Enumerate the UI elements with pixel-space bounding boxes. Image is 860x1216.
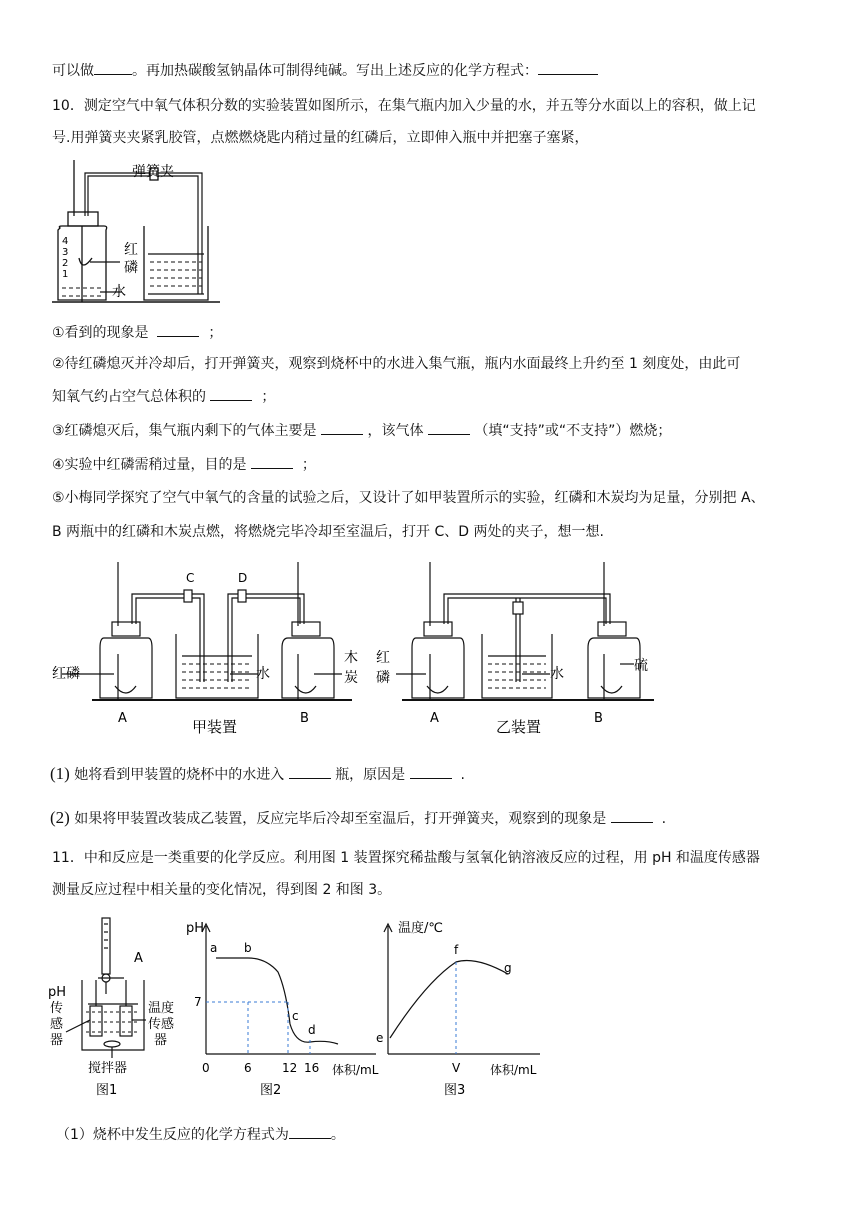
ph-sensor-label-4: 器 [50, 1033, 64, 1048]
temp-sensor-label-2: 传感 [148, 1017, 175, 1032]
sub-5-b: B 两瓶中的红磷和木炭点燃，将燃烧完毕冷却至室温后，打开 C、D 两处的夹子，想一想. [52, 524, 604, 540]
text: 可以做 [52, 63, 94, 79]
part-1: (1) 她将看到甲装置的烧杯中的水进入 瓶，原因是 . [50, 764, 465, 783]
answer-blank[interactable] [251, 454, 293, 469]
answer-blank[interactable] [611, 808, 653, 823]
temp-sensor-label-3: 器 [154, 1033, 168, 1048]
answer-blank[interactable] [157, 322, 199, 337]
tick-3: 3 [62, 247, 69, 258]
tick-2: 2 [62, 258, 69, 269]
sub-4: ④实验中红磷需稍过量，目的是 ； [52, 454, 316, 475]
figure-2-caption: 图2 [260, 1083, 282, 1098]
point-b: b [244, 941, 252, 955]
text: 。再加热碳酸氢钠晶体可制得纯碱。写出上述反应的化学方程式： [132, 63, 538, 79]
sub-5-a: ⑤小梅同学探究了空气中氧气的含量的试验之后，又设计了如甲装置所示的实验，红磷和木炭均为足量，分别把 A、 [52, 490, 765, 506]
jia-name: 甲装置 [192, 718, 238, 736]
tick-4: 4 [62, 236, 69, 247]
point-c: c [292, 1009, 299, 1023]
ph-sensor-label-3: 感 [50, 1017, 64, 1032]
q11-part-1: （1）烧杯中发生反应的化学方程式为 。 [56, 1124, 345, 1145]
label-a: A [118, 711, 127, 726]
sub-2-b: 知氧气约占空气总体积的 ； [52, 386, 275, 407]
x-axis-label: 体积/mL [332, 1063, 379, 1077]
tick-1: 1 [62, 269, 69, 280]
stirrer-label: 搅拌器 [88, 1061, 128, 1076]
x-tick-16: 16 [304, 1061, 320, 1075]
clamp-label: 弹簧夹 [132, 164, 174, 180]
answer-blank[interactable] [94, 60, 132, 75]
figure-1-apparatus [48, 912, 184, 1102]
x-tick-0: 0 [202, 1061, 210, 1075]
figure-1-caption: 图1 [96, 1083, 118, 1098]
red-label: 红 [124, 242, 138, 258]
y-axis-label: 温度/℃ [398, 921, 443, 936]
answer-blank[interactable] [410, 764, 452, 779]
yi-name: 乙装置 [496, 718, 542, 736]
sub-3: ③红磷熄灭后，集气瓶内剩下的气体主要是 ，该气体 （填“支持”或“不支持”）燃烧； [52, 420, 671, 441]
water-label: 水 [112, 284, 126, 300]
y-tick-7: 7 [194, 995, 202, 1009]
charcoal-label-2: 炭 [344, 670, 358, 686]
point-d: d [308, 1023, 316, 1037]
q10-line-b: 号.用弹簧夹夹紧乳胶管，点燃燃烧匙内稍过量的红磷后，立即伸入瓶中并把塞子塞紧， [52, 130, 589, 146]
point-f: f [454, 943, 459, 957]
phosphorus-label: 磷 [376, 670, 390, 686]
answer-blank[interactable] [321, 420, 363, 435]
answer-blank[interactable] [289, 764, 331, 779]
label-a: A [134, 951, 143, 966]
sulfur-label: 硫 [634, 658, 648, 674]
yi-apparatus-figure [372, 558, 672, 744]
figure-3-caption: 图3 [444, 1083, 466, 1098]
charcoal-label-1: 木 [344, 650, 358, 666]
x-axis-label: 体积/mL [490, 1063, 537, 1077]
q11-line-b: 测量反应过程中相关量的变化情况，得到图 2 和图 3。 [52, 882, 392, 898]
ph-sensor-label-1: pH [48, 985, 67, 1000]
water-label: 水 [550, 666, 564, 682]
label-c: C [186, 571, 195, 585]
x-tick-v: V [452, 1061, 461, 1075]
red-phosphorus-label: 红磷 [52, 666, 80, 682]
figure-3-chart [376, 912, 556, 1102]
point-g: g [504, 961, 512, 975]
answer-blank[interactable] [538, 60, 598, 75]
point-a: a [210, 941, 218, 955]
answer-blank[interactable] [210, 386, 252, 401]
answer-blank[interactable] [289, 1124, 331, 1139]
q10-line-a: 10．测定空气中氧气体积分数的实验装置如图所示，在集气瓶内加入少量的水，并五等分水面以上的容积，做上记 [52, 98, 756, 114]
phosphorus-label: 磷 [124, 260, 138, 276]
label-b: B [300, 711, 309, 726]
answer-blank[interactable] [428, 420, 470, 435]
y-axis-label: pH [186, 921, 205, 936]
red-label: 红 [376, 650, 390, 666]
sub-1: ①看到的现象是 ； [52, 322, 222, 343]
label-d: D [238, 571, 248, 585]
figure-2-chart [186, 912, 396, 1102]
point-e: e [376, 1031, 384, 1045]
water-label: 水 [256, 666, 270, 682]
ph-sensor-label-2: 传 [50, 1001, 64, 1016]
q11-line-a: 11．中和反应是一类重要的化学反应。利用图 1 装置探究稀盐酸与氢氧化钠溶液反应的过程，用 pH 和温度传感器 [52, 850, 760, 866]
line-1 [52, 60, 598, 81]
sub-2-a: ②待红磷熄灭并冷却后，打开弹簧夹，观察到烧杯中的水进入集气瓶，瓶内水面最终上升约至 1 刻度处，由此可 [52, 356, 741, 372]
temp-sensor-label-1: 温度 [148, 1001, 175, 1016]
x-tick-6: 6 [244, 1061, 252, 1075]
label-b: B [594, 711, 603, 726]
q10-apparatus-figure [52, 154, 222, 306]
label-a: A [430, 711, 439, 726]
jia-apparatus-figure [52, 558, 382, 744]
x-tick-12: 12 [282, 1061, 298, 1075]
part-2: (2) 如果将甲装置改装成乙装置，反应完毕后冷却至室温后，打开弹簧夹，观察到的现象是 . [50, 808, 667, 827]
